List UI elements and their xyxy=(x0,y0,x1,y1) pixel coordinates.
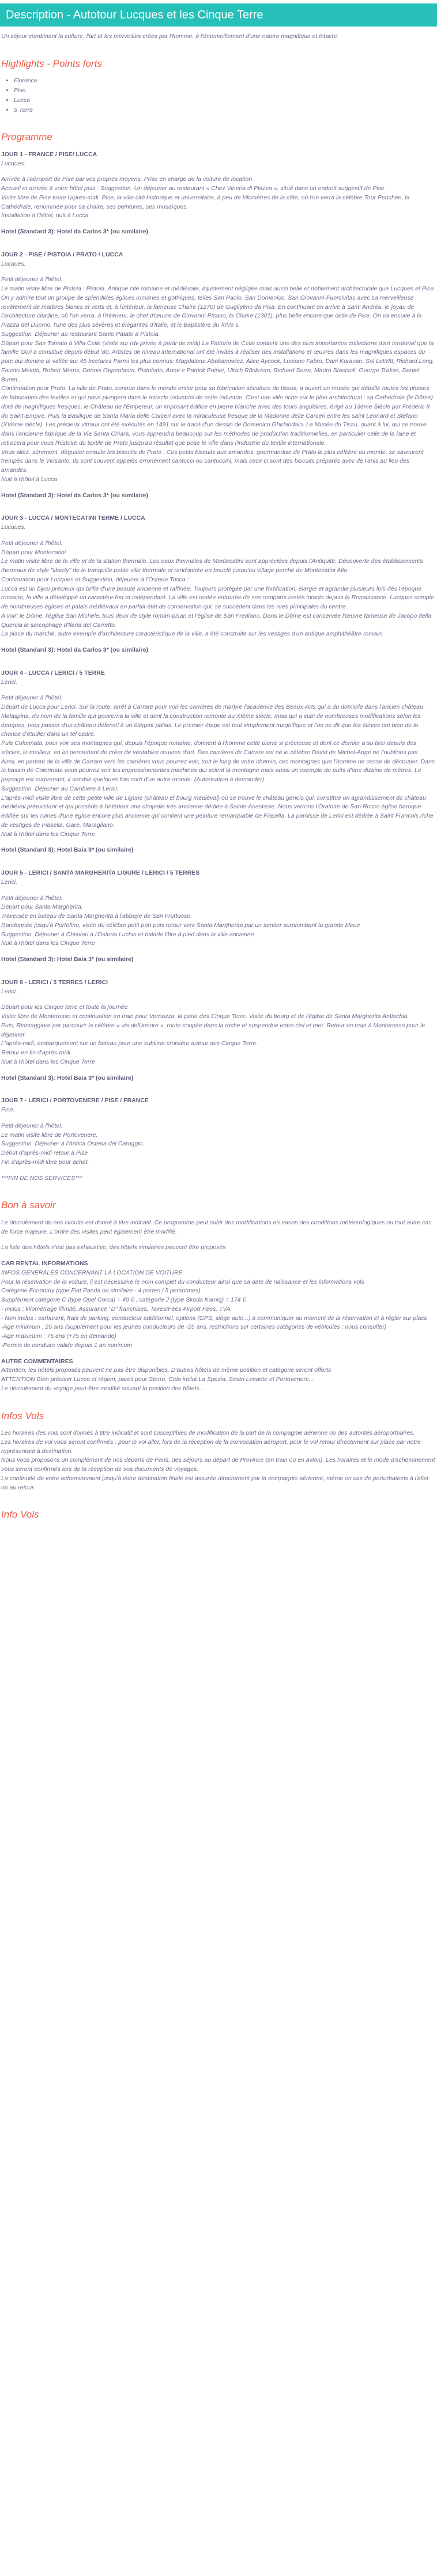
day-hotel: Hotel (Standard 3): Hotel Baia 3* (ou similaire) xyxy=(1,846,134,854)
day-paragraph: Traversée en bateau de Santa Margherita à l'abbaye de San Fruttuoso. xyxy=(1,913,193,920)
day-title: JOUR 5 - LERICI / SANTA MARGHERITA LIGURE / LERICI / 5 TERRES xyxy=(1,869,200,876)
car-rental-line: -Age maximum : 75 ans (+75 en demande) xyxy=(1,1333,116,1340)
info-vols-heading: Info Vols xyxy=(1,1509,39,1520)
day-paragraph: Visite libre de Monterosso et continuation en train pour Vernazza, la perle des Cinque Terre. Visite du bourg et de l'église de Santa Margherita Antiochia. xyxy=(1,1013,409,1020)
infos-vols-paragraph: Nous vous proposons un complément de nos départs de Paris, des séjours au départ de Province (en train ou en avion). Les horaires et le mode d'acheminement vous seront confirmés lors de la réception de vos documents de voyages. xyxy=(1,1457,435,1473)
day-block xyxy=(1,150,437,237)
day-paragraph: Suggestion. Déjeuner au Cambiere à Lerici. xyxy=(1,785,119,792)
day-paragraph: ***FIN DE NOS SERVICES*** xyxy=(1,1174,82,1182)
day-paragraph: Petit déjeuner à l'hôtel. xyxy=(1,539,63,547)
day-paragraph: Le matin visite libre de Portovenere. xyxy=(1,1131,98,1138)
day-paragraph: Visite libre de Pise toute l'après-midi. Pise, la ville cité historique et universitaire, à peu de kilomètres de la côte, où l'on verra la célèbre Tour Penchée, la Cathédrale, renommée pour sa chaire, ses peintures, ses mosaïques. xyxy=(1,194,410,210)
car-rental-heading: CAR RENTAL INFORMATIONS xyxy=(1,1260,88,1267)
day-title: JOUR 4 - LUCCA / LERICI / 5 TERRE xyxy=(1,669,105,676)
list-item: • Florence xyxy=(14,77,437,86)
day-title: JOUR 7 - LERICI / PORTOVENERE / PISE / FRANCE xyxy=(1,1097,149,1104)
autres-block xyxy=(1,1357,437,1394)
list-item: • 5 Terre xyxy=(14,106,437,115)
day-paragraph: Départ de Lucca pour Lerici. Sur la route, arrêt à Carrare pour voir les carrières de marbre l'académie des Beaux-Arts qui a du domicile dans l'ancien château Malaspina, du nom de la famille qui gouverna la ville et dont la construction remonte au XIème siècle, mais qui a subi de nombreuses modifications selon les époques, pour passer d'un château défensif à un élégant palais. Le premier étage est tout simplement magnifique et l'on se dit que les élèves ont bien de la chance d'étudier dans un tel cadre. xyxy=(1,703,423,738)
car-rental-line: INFOS GENERALES CONCERNANT LA LOCATION DE VOITURE xyxy=(1,1269,183,1276)
day-paragraph: Vous allez, sûrement, déguster ensuite les biscuits de Prato : Ces petits biscuits aux amandes, gourmandise de Prato la plus célèbre au monde, se savourent trempés dans le Vinsanto. Ils sont souvent appelés erronément cantucci ou cantuccini, mais ceux-ci sont des biscuits préparés avec de l'anis au lieu des amandes. xyxy=(1,448,424,474)
day-paragraph: Suggestion. Déjeuner à Chiavari à l'Osteria Luchin et balade libre à pied dans la ville ancienne xyxy=(1,930,254,938)
day-block xyxy=(1,251,437,501)
day-hotel: Hotel (Standard 3): Hotel da Carlos 3* (ou similaire) xyxy=(1,491,148,499)
infos-vols-heading: Infos Vols xyxy=(1,1410,44,1421)
day-paragraph: Petit déjeuner à l'hôtel. xyxy=(1,894,63,902)
day-paragraph: Randonnée jusqu'à Portofino, visite du célèbre petit port puis retour vers Santa Margherita par un sentier surplombant la grande bleue xyxy=(1,921,360,929)
car-rental-line: - Non inclus : carburant, frais de parking, conducteur additionnel, options (GPS, siège auto...) à communiquer au moment de la réservation et à régler sur place xyxy=(1,1314,428,1322)
page-title: Description - Autotour Lucques et les Cinque Terre xyxy=(0,3,437,27)
highlights-heading: Highlights - Points forts xyxy=(1,58,102,69)
infos-vols-paragraph: Les horaires de vol vous seront confirmés : pour le vol aller, lors de la réception de la convocation aéroport, pour le vol retour directement sur place par notre représentant à destination. xyxy=(1,1438,421,1455)
day-hotel: Hotel (Standard 3): Hotel Baia 3* (ou similaire) xyxy=(1,956,134,963)
day-title: JOUR 6 - LERICI / 5 TERRES / LERICI xyxy=(1,978,108,986)
spacer xyxy=(1,1167,437,1174)
day-block xyxy=(1,978,437,1083)
autres-lines xyxy=(1,1366,437,1393)
day-paragraph: A voir: le Dôme, l'église San Michele, tous deux de style roman-pisan et l'église de San Frediano. Dans le Dôme est conservée l'œuvre fameuse de Jacopo della Quercia le sarcophage d'Ilaria del Carretto. xyxy=(1,612,432,629)
infos-vols-paragraph: La continuité de votre acheminement jusqu'à votre destination finale est assurée directement par la compagnie aérienne, même en cas de perturbations à l'aller ou au retour. xyxy=(1,1474,429,1491)
day-paragraph: Petit déjeuner à l'hôtel. xyxy=(1,276,63,283)
day-title: JOUR 3 - LUCCA / MONTECATINI TERME / LUCCA xyxy=(1,515,145,522)
bon-a-savoir-p1: Le déroulement de nos circuits est donné à titre indicatif. Ce programme peut subir des modifications en raison des conditions météorologiques ou tout autre cas de force majeure. L'ordre des visites peut également être modifié. xyxy=(1,1219,432,1235)
day-paragraph: Ainsi, en partant de la ville de Carrare vers les carrières vous pourrez voir, tout le long de votre chemin, ces montagnes que l'homme ne cesse de découper. Dans le bassin de Colonnata vous pourrez voir les impressionnantes machines qui scient la montagne mais aussi un exemple de puits d'une dizaine de mètres. Le paysage est surprenant, il semble quelques fois sorti d'un autre monde. (Autorisation à demander) xyxy=(1,758,435,783)
day-paragraph: Départ pour San Tomato à Villa Celle (visite sur rdv privée à partir de midi) La Fattoria de Celle contient une des plus importantes collections d'art territorial que la famille Gori a constitué depuis début '80. Artistes de niveau international ont été invités à réaliser des installations et œuvres dans les magnifiques espaces du parc qui domine la vallée sur 45 hectares Parmi les plus connus: Magdalena Abakanowicz, Alice Aycock, Luciano Fabro, Dani Karavan, Sol LeWitt, Richard Long, Fausto Melotti, Robert Morris, Dennis Oppenheim, Pistoletto, Anne e Patrick Poirier, Ulrich Rückriem, Richard Serra, Mauro Staccioli, George Trakas, Daniel Buren... xyxy=(1,339,434,383)
autres-heading: AUTRE COMMENTAIRES xyxy=(1,1357,73,1365)
day-paragraph: La place du marché, autre exemple d'architecture caractéristique de la ville, a été construite sur les vestiges d'un antique amphithéâtre romain. xyxy=(1,630,383,638)
infos-vols-paragraph: Les horaires des vols sont donnés à titre indicatif et sont susceptibles de modification de la part de la compagnie aérienne ou des autorités aéroportuaires. xyxy=(1,1429,415,1436)
list-item: • Pise xyxy=(14,86,437,96)
car-rental-line: - Inclus : kilométrage illimité, Assurance "D" franchises, Taxes/Fees Airport Fees, TVA xyxy=(1,1305,231,1312)
day-title: JOUR 2 - PISE / PISTOIA / PRATO / LUCCA xyxy=(1,251,123,258)
list-item: • Lucca xyxy=(14,96,437,105)
car-rental-line: Catégorie Economy (type Fiat Panda ou similaire - 4 portes / 5 personnes) xyxy=(1,1287,201,1295)
day-paragraph: Petit déjeuner à l'hôtel. xyxy=(1,1122,63,1129)
autres-line: ATTENTION Bien préciser Lucca et région, pareil pour Sterre. Cela inclut La Spezia, Sestri Levante et Portovenere... xyxy=(1,1376,314,1383)
day-paragraph: Arrivée à l'aéroport de Pise par vos propres moyens. Prise en charge de la voiture de location. xyxy=(1,176,254,183)
bon-a-savoir-heading: Bon à savoir xyxy=(1,1200,56,1211)
day-hotel: Hotel (Standard 3): Hotel da Carlos 3* (ou similaire) xyxy=(1,228,148,235)
day-paragraph: Puis Colonnata, pour voir ses montagnes qui, depuis l'époque romaine, donnent à l'homme cette pierre si précieuse et dont ce dernier a su tirer depuis des siècles, le meilleur, en lui permettant de créer de véritables œuvres d'art. Des carrières de Carrare est né le célèbre David de Michel-Ange ne l'oublions pas. xyxy=(1,740,420,756)
day-block xyxy=(1,514,437,655)
day-paragraph: Nuit à l'hôtel à Lucca xyxy=(1,475,58,483)
day-paragraph: Puis, Riomaggiore par parcourir la célèbre « via dell'amore », route coupée dans la roche et suspendue entre ciel et mer. Retour en train à Monterosso pour le déjeuner. xyxy=(1,1022,425,1038)
day-block xyxy=(1,669,437,855)
day-title: JOUR 1 - FRANCE / PISE/ LUCCA xyxy=(1,150,97,158)
day-paragraph: Nuit à l'hôtel dans les Cinque Terre xyxy=(1,1058,95,1065)
day-block xyxy=(1,1096,437,1183)
bon-a-savoir-p2: La liste des hôtels n'est pas exhaustive, des hôtels similaires peuvent être proposés xyxy=(1,1244,226,1251)
highlights-list xyxy=(0,77,437,115)
day-block xyxy=(1,869,437,964)
programme-days xyxy=(0,150,437,1183)
autres-line: Le déroulement du voyage peut-être modifié suivant la position des hôtels... xyxy=(1,1385,204,1392)
day-paragraph: Le matin visite libre de la ville et de la station thermale. Les eaux thermales de Montecatini sont appréciées depuis l'Antiquité. Découverte des établissements thermaux de style "liberty" de la tranquille petite ville thermale et randonnée en bouclé jusqu'au village perché de Montecatini Alto. xyxy=(1,558,423,574)
day-location: Lerici. xyxy=(1,988,18,995)
car-rental-line: Pour la réservation de la voiture, il est nécessaire le nom complet du conducteur ainsi que sa date de naissance et les informations vols xyxy=(1,1278,364,1285)
car-rental-line: Supplément catégorie C (type Opel Corsa) = 49 € , catégorie J (type Skoda Kamiq) = 174 € xyxy=(1,1296,246,1303)
day-paragraph: Début d'après-midi retour à Pise xyxy=(1,1149,88,1156)
day-paragraph: Petit déjeuner à l'hôtel. xyxy=(1,694,63,702)
day-paragraph: Suggestion. Déjeuner au restaurant Santo Patato a Pistoia. xyxy=(1,330,160,338)
day-hotel: Hotel (Standard 3): Hotel da Carlos 3* (ou similaire) xyxy=(1,646,148,653)
day-paragraph: Fin d'après-midi libre pour achat. xyxy=(1,1158,89,1166)
day-paragraph: Nuit à l'hôtel dans les Cinque Terre xyxy=(1,940,95,947)
autres-line: Attention, les hôtels proposés peuvent ne pas être disponibles. D'autres hôtels de même position et catégorie seront offerts xyxy=(1,1367,331,1374)
day-paragraph: Départ pour Montecatini xyxy=(1,549,66,556)
day-paragraph: Retour en fin d'après-midi. xyxy=(1,1049,72,1056)
day-location: Lucques. xyxy=(1,524,26,531)
day-paragraph: Installation à l'hôtel, nuit à Lucca. xyxy=(1,212,91,220)
day-location: Lerici. xyxy=(1,878,18,886)
day-location: Lucques. xyxy=(1,160,26,167)
day-paragraph: L'après-midi, embarquement sur un bateau pour une sublime croisière autour des Cinque Terre. xyxy=(1,1040,258,1047)
programme-heading: Programme xyxy=(1,131,52,143)
car-rental-line: -Permis de conduire valide depuis 1 an minimum xyxy=(1,1341,133,1349)
intro-text: Un séjour combinant la culture, l'art et les merveilles crées par l'homme, à l'émerveillement d'une nature magnifique et intacte. xyxy=(1,33,339,40)
day-paragraph: Continuation pour Prato. La ville de Prato, connue dans le monde entier pour sa fabrication séculaire de tissus, a ouvert un musée qui détaille toutes les phases de fabrication des textiles et qui nous plongera dans le miracle industriel de cette industrie. C'est une ville riche sur le plan architectural : sa Cathédrale (le Dôme) doté de magnifiques fresques, le Château de l'Empereur, un imposant édifice en pierre blanche avec des tours angulaires, érigé au 13ème Siècle par Frédéric II du Saint-Empire. Puis la Basilique de Santa Maria delle Carceri avec la miraculeuse fresque de la Madonne delle Carceri entre les saint Léonard et Stéfano (XVème siècle). Les précieux vitraux ont été exécutés en 1491 sur le tracé d'un dessin de Domenico Ghirlandaio. Le Musée du Tissu, quant à lui, qui se trouve dans l'ancienne fabrique de la Via Santa Chiara, vous apprendra beaucoup sur les méthodes de production traditionnelles, en particulier celle de la laine et retracera pour vous l'histoire du textile de Prato jusqu'au résultat que pose le ville dans l'industrie du textile internationale. xyxy=(1,385,434,447)
day-paragraph: Départ pour Santa Margherita. xyxy=(1,903,83,911)
car-rental-block xyxy=(1,1259,437,1351)
day-location: Pise. xyxy=(1,1106,15,1113)
car-rental-line: -Age minimum : 25 ans (supplément pour les jeunes conducteurs de -25 ans, restrictions sur certaines catégories de véhicules : nous consulter) xyxy=(1,1323,387,1331)
day-paragraph: Départ pour les Cinque terre et toute la journée xyxy=(1,1004,128,1011)
day-location: Lucques. xyxy=(1,260,26,267)
day-hotel: Hotel (Standard 3): Hotel Baia 3* (ou similaire) xyxy=(1,1074,134,1081)
day-paragraph: Continuation pour Lucques et Suggestion, déjeuner à l'Osteria Tosca : xyxy=(1,576,189,583)
car-rental-lines xyxy=(1,1269,437,1351)
day-paragraph: Le matin visite libre de Pistoia : Pistoia. Antique cité romaine et médiévale, injustement négligée mais aussi belle et noblement architecturale que Lucques et Pise. On y admire tout un groupe de splendides églises romanes et gothiques, telles San Paolo, San Domenico, San Giovanni-Fuorcivitas avec sa merveilleuse revêtement de marbres blancs et verts et, à l'intérieur, la fameuse Chaire (1270) de Guglielmo da Pisa. En continuant on arrive à Sant' Andréa, le joyau de l'architecture citadine, où l'on verra, à l'intérieur, le chef d'œuvre de Giovanni Pisano, la Chaire (1301), plus belle encore que celle de Pise. On va ensuite à la Piazza del Duomo, l'une des plus sévères et élégantes d'Italie, et le Baptistère du XIVe s. xyxy=(1,285,436,328)
day-paragraph: Lucca est un bijou précieux qui brille d'une beauté ancienne et raffinée. Toujours protégée par une fortification, élargie et agrandie plusieurs fois dès l'époque romaine, la ville a développé un caractère fort et indépendant. La ville est restée entourée de ses remparts restés intacts depuis la Renaissance. Lucques compte de nombreuses églises et palais médiévaux en parfait état de conservation qui, se succèdent dans les rues principales du centre. xyxy=(1,585,435,610)
day-paragraph: L'après-midi visite libre de cette petite ville de Ligurie (château et bourg médiéval) où se trouve le château génois qui, constitue un agrandissement du château médiéval préexistant et qui possède à l'intérieur une chapelle très ancienne dédiée à Sainte Anastasie. Nous verrons l'Oratoire de San Rocco église baroque édifiée sur les ruines d'une église encore plus ancienne qui contient une peinture remarquable de Fiasella. La paroisse de Lerici est dédiée à Saint Francois riche de vestiges de Fiasella, Gare, Maragliano. xyxy=(1,794,434,829)
day-paragraph: Nuit à l'hôtel dans les Cinque Terre xyxy=(1,830,95,838)
infos-vols-lines xyxy=(0,1429,437,1492)
day-paragraph: Accueil et arrivée à votre hôtel puis : Suggestion. Un déjeuner au restaurant « Chez Vineria di Piazza », situé dans un endroit suggestif de Pise. xyxy=(1,185,386,192)
day-location: Lerici. xyxy=(1,678,18,686)
day-paragraph: Suggestion. Déjeuner à l'Antica Osteria del Caruggio. xyxy=(1,1140,145,1148)
